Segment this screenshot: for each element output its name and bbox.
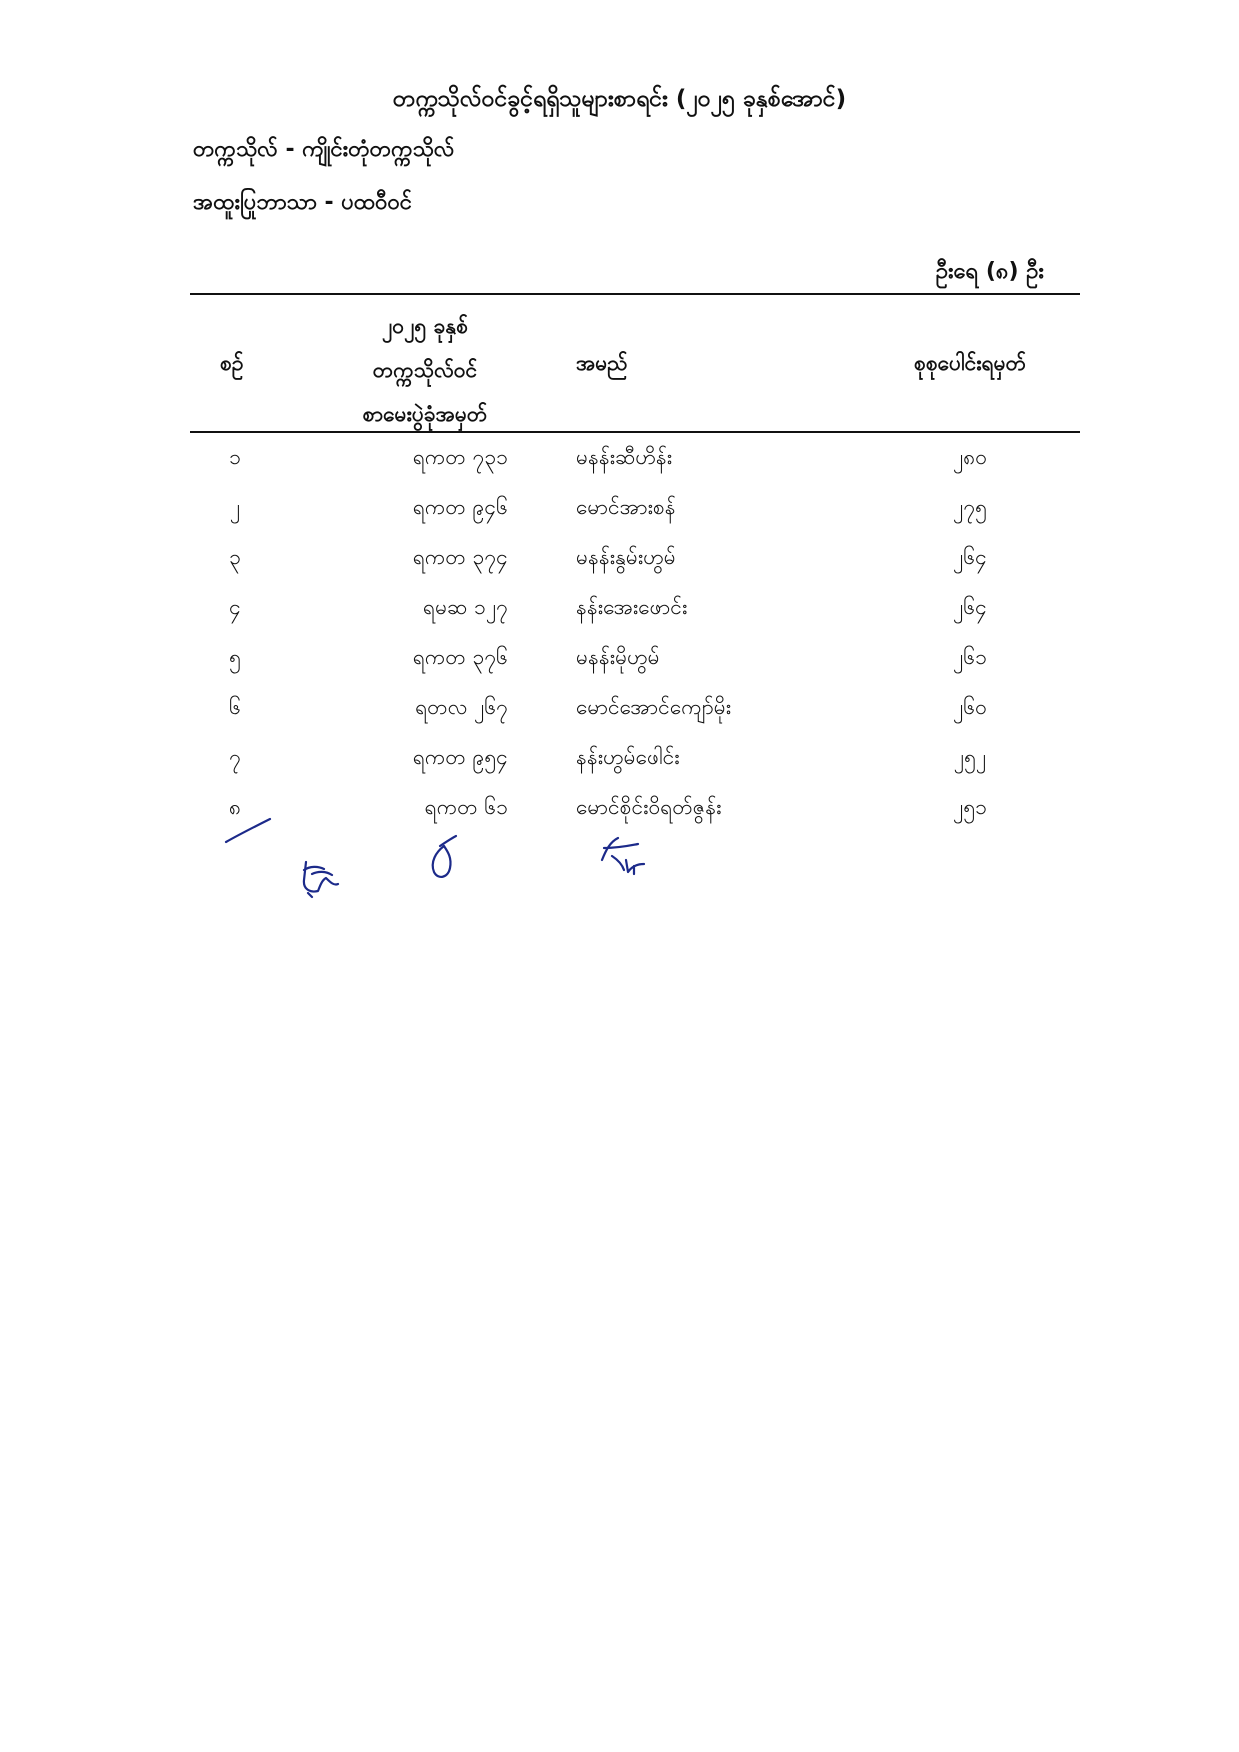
header-roll-line2: တက္ကသိုလ်ဝင် bbox=[372, 358, 478, 382]
header-name: အမည် bbox=[576, 351, 628, 375]
name-cell: နန်းအေးဖောင်း bbox=[576, 595, 688, 619]
serial-cell: ၈ bbox=[229, 795, 241, 819]
serial-cell: ၃ bbox=[229, 545, 241, 569]
table-row bbox=[0, 694, 1239, 744]
total-cell: ၂၆၄ bbox=[953, 595, 987, 619]
serial-cell: ၄ bbox=[229, 595, 241, 619]
header-serial: စဉ် bbox=[220, 351, 244, 375]
roll-cell: ရကတ ၃၇၆ bbox=[412, 645, 508, 669]
serial-cell: ၇ bbox=[229, 745, 241, 769]
serial-cell: ၂ bbox=[229, 495, 241, 519]
serial-cell: ၁ bbox=[229, 445, 241, 469]
table-row bbox=[0, 644, 1239, 694]
table-row bbox=[0, 544, 1239, 594]
header-total-marks: စုစုပေါင်းရမှတ် bbox=[914, 351, 1027, 375]
document-title: တက္ကသိုလ်ဝင်ခွင့်ရရှိသူများစာရင်း (၂၀၂၅ ခုနှစ်အောင်) bbox=[392, 86, 847, 112]
student-count: ဦးရေ (၈) ဦး bbox=[935, 259, 1044, 284]
roll-cell: ရကတ ၆၁ bbox=[424, 795, 508, 819]
roll-cell: ရကတ ၇၃၁ bbox=[412, 445, 508, 469]
name-cell: မနန်းဆီဟိန်း bbox=[576, 445, 673, 469]
header-roll-line3: စာမေးပွဲခုံအမှတ် bbox=[362, 402, 488, 426]
total-cell: ၂၆၁ bbox=[953, 645, 987, 669]
total-cell: ၂၆၀ bbox=[953, 695, 987, 719]
total-cell: ၂၅၁ bbox=[953, 795, 987, 819]
roll-cell: ရမဆ ၁၂၇ bbox=[423, 595, 508, 619]
total-cell: ၂၅၂ bbox=[953, 745, 987, 769]
roll-cell: ရတလ ၂၆၇ bbox=[415, 695, 508, 719]
name-cell: မောင်စိုင်းဝိရတ်ဇွန်း bbox=[576, 795, 722, 819]
header-roll-number bbox=[330, 304, 520, 436]
name-cell: မောင်အောင်ကျော်မိုး bbox=[576, 695, 732, 719]
roll-cell: ရကတ ၉၄၆ bbox=[412, 495, 508, 519]
table-row bbox=[0, 744, 1239, 794]
table-row bbox=[0, 494, 1239, 544]
signature-2 bbox=[304, 862, 338, 897]
total-cell: ၂၇၅ bbox=[953, 495, 987, 519]
name-cell: မနန်းနွမ်းဟွမ် bbox=[576, 545, 676, 569]
name-cell: မနန်းမိုဟွမ် bbox=[576, 645, 660, 669]
serial-cell: ၆ bbox=[229, 695, 241, 719]
serial-cell: ၅ bbox=[229, 645, 241, 669]
name-cell: နန်းဟွမ်ဖေါင်း bbox=[576, 745, 680, 769]
table-header-rule bbox=[190, 431, 1080, 433]
total-cell: ၂၆၄ bbox=[953, 545, 987, 569]
header-roll-line1: ၂၀၂၅ ခုနှစ် bbox=[381, 314, 469, 338]
table-row bbox=[0, 794, 1239, 844]
roll-cell: ရကတ ၃၇၄ bbox=[412, 545, 508, 569]
table-top-rule bbox=[190, 293, 1080, 295]
roll-cell: ရကတ ၉၅၄ bbox=[412, 745, 508, 769]
university-line: တက္ကသိုလ် - ကျိုင်းတုံတက္ကသိုလ် bbox=[193, 137, 455, 162]
table-row bbox=[0, 444, 1239, 494]
subject-line: အထူးပြုဘာသာ - ပထဝီဝင် bbox=[193, 190, 413, 215]
table-row bbox=[0, 594, 1239, 644]
total-cell: ၂၈၀ bbox=[952, 445, 988, 469]
name-cell: မောင်အားစန် bbox=[576, 495, 676, 519]
